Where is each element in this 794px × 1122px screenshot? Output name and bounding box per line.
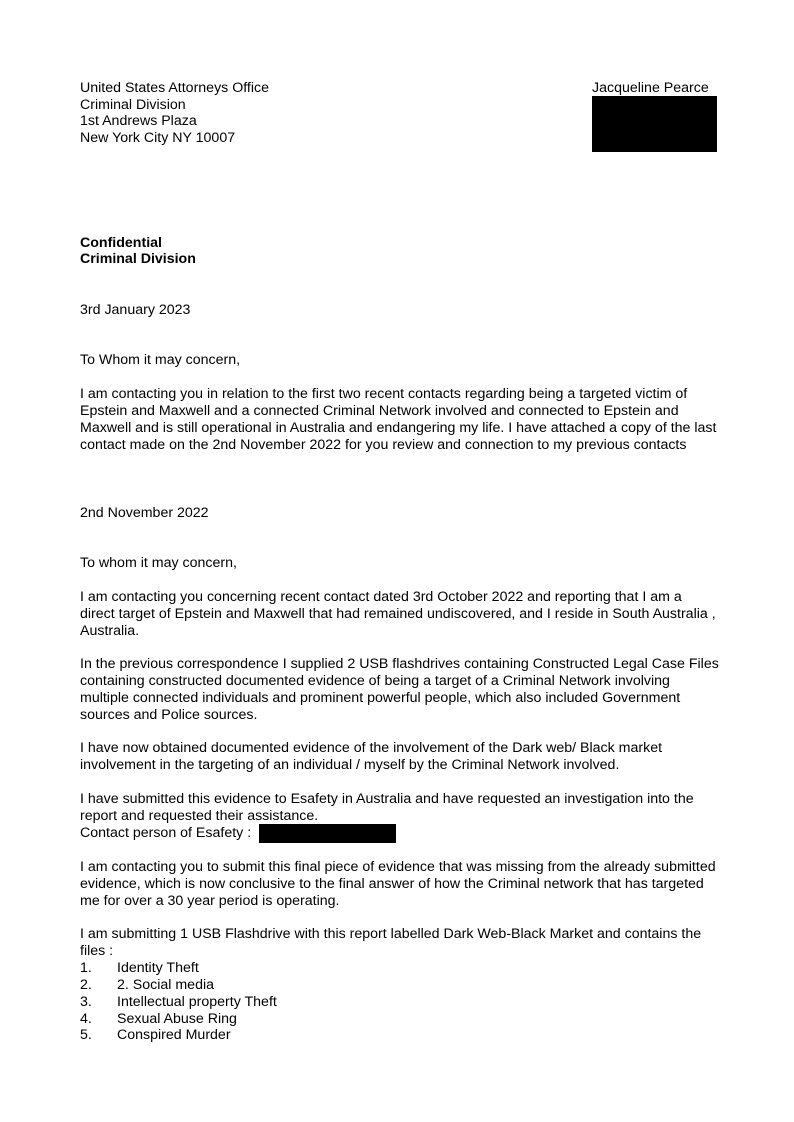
redacted-sender-address [592,96,717,152]
letter2-paragraph-5: I am contacting you to submit this final piece of evidence that was missing from the already submitted evidence, which is now conclusive to the final answer of how the Criminal network that has targeted me for over a 30 year period is operating. [80,859,716,909]
heading-confidential: Confidential [80,235,162,251]
letter2-date: 2nd November 2022 [80,505,209,521]
esafety-contact-label: Contact person of Esafety : [80,825,252,841]
letter2-paragraph-3: I have now obtained documented evidence of the involvement of the Dark web/ Black market involvement in the targeting of an individual / myself by the Criminal Network involved. [80,740,663,773]
letter1-salutation: To Whom it may concern, [80,352,241,368]
file-list-number: 4. [80,1011,92,1027]
letter2-paragraph-6: I am submitting 1 USB Flashdrive with this report labelled Dark Web-Black Market and contains the files : [80,926,702,959]
file-list-number: 5. [80,1027,92,1043]
file-list-label: Conspired Murder [117,1027,231,1043]
file-list-item [80,977,214,994]
recipient-line-4: New York City NY 10007 [80,130,236,146]
file-list-item [80,1027,231,1044]
redacted-contact-name [259,824,396,843]
file-list-item [80,1011,237,1028]
heading-division: Criminal Division [80,251,196,267]
file-list-item [80,960,199,977]
file-list-label: Identity Theft [117,960,199,976]
file-list-label: Sexual Abuse Ring [117,1011,237,1027]
letter1-date: 3rd January 2023 [80,302,191,318]
recipient-line-1: United States Attorneys Office [80,80,270,96]
letter2-salutation: To whom it may concern, [80,555,237,571]
file-list-number: 1. [80,960,92,976]
recipient-line-2: Criminal Division [80,97,186,113]
letter1-body: I am contacting you in relation to the first two recent contacts regarding being a targeted victim of Epstein and Maxwell and a connected Criminal Network involved and connected to Epstein and Maxwell and is still operational in Australia and endangering my life. I have attached a copy of the last contact made on the 2nd November 2022 for you review and connection to my previous contacts [80,386,717,453]
letter2-paragraph-2: In the previous correspondence I supplied 2 USB flashdrives containing Constructed Legal Case Files containing constructed documented evidence of being a target of a Criminal Network involving multiple connected individuals and prominent powerful people, which also included Government sources and Police sources. [80,656,719,723]
file-list-label: Intellectual property Theft [117,994,277,1010]
file-list-item [80,994,277,1011]
file-list-number: 2. [80,977,92,993]
file-list-label: 2. Social media [117,977,214,993]
letter2-paragraph-1: I am contacting you concerning recent contact dated 3rd October 2022 and reporting that I am a direct target of Epstein and Maxwell that had remained undiscovered, and I reside in South Australia , Australia. [80,589,716,639]
letter2-paragraph-4: I have submitted this evidence to Esafety in Australia and have requested an investigation into the report and requested their assistance. [80,791,694,824]
sender-name: Jacqueline Pearce [592,80,709,96]
recipient-line-3: 1st Andrews Plaza [80,113,197,129]
file-list-number: 3. [80,994,92,1010]
